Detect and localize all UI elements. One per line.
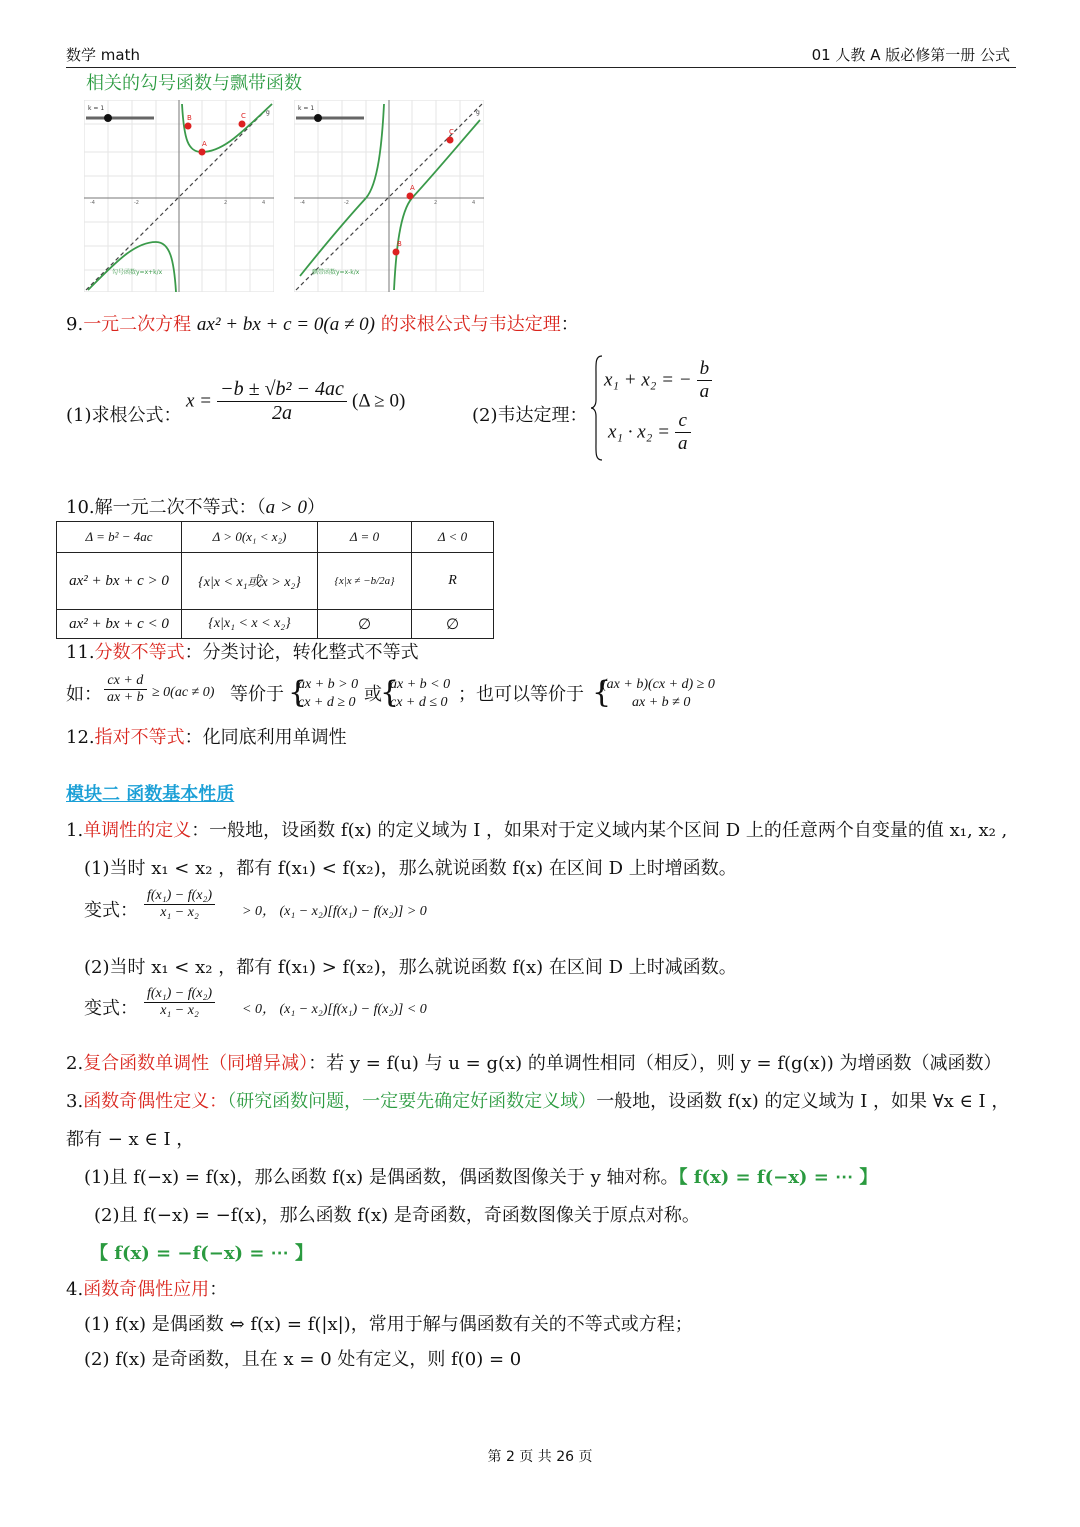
- odd-function-def: (2)且 f(−x) = −f(x)，那么函数 f(x) 是奇函数，奇函数图像关于原点对称。: [94, 1205, 700, 1226]
- table-cell: {x|x₁ < x < x₂}: [182, 610, 318, 639]
- table-cell: ax² + bx + c > 0: [57, 553, 182, 610]
- section-10-heading: 10.解一元二次不等式：（a > 0）: [66, 497, 325, 518]
- quadratic-formula-label: (1)求根公式：: [66, 405, 182, 426]
- ribbon-tick: 4: [472, 200, 476, 206]
- parity-definition: 3.函数奇偶性定义：（研究函数问题，一定要先确定好函数定义域）一般地，设函数 f(x) 的定义域为 I ，如果 ∀x ∈ I ，: [66, 1091, 1010, 1112]
- ribbon-tick: -2: [344, 200, 349, 206]
- section-11-heading: 11.分数不等式：分类讨论，转化整式不等式: [66, 642, 419, 663]
- graphs-title: 相关的勾号函数与飘带函数: [86, 73, 302, 94]
- hook-tick: 2: [224, 200, 228, 206]
- section-9-heading: 9.一元二次方程 ax² + bx + c = 0(a ≠ 0) 的求根公式与韦达定理：: [66, 314, 579, 335]
- table-cell: {x|x ≠ −b/2a}: [318, 553, 412, 610]
- ribbon-line-label: g: [476, 109, 480, 116]
- hook-tick: -2: [134, 200, 139, 206]
- monotonicity-definition: 1.单调性的定义：一般地，设函数 f(x) 的定义域为 I ，如果对于定义域内某个区间 D 上的任意两个自变量的值 x₁, x₂ ,: [66, 820, 1008, 841]
- hook-tick: 4: [262, 200, 266, 206]
- composite-monotonicity: 2.复合函数单调性（同增异减）：若 y = f(u) 与 u = g(x) 的单调性相同（相反），则 y = f(g(x)) 为增函数（减函数）: [66, 1053, 1002, 1074]
- section-12-heading: 12.指对不等式：化同底利用单调性: [66, 727, 347, 748]
- parity-application: 4.函数奇偶性应用：: [66, 1279, 228, 1300]
- hook-line-label: g: [266, 109, 270, 116]
- odd-application: (2) f(x) 是奇函数，且在 x = 0 处有定义，则 f(0) = 0: [84, 1349, 522, 1370]
- table-cell: ∅: [412, 610, 494, 639]
- vieta-label: (2)韦达定理：: [472, 405, 588, 426]
- table-cell: ax² + bx + c < 0: [57, 610, 182, 639]
- table-header-cell: Δ < 0: [412, 522, 494, 553]
- hook-point-b: B: [187, 114, 192, 122]
- ribbon-caption: 飘带函数y=x-k/x: [312, 269, 360, 276]
- header-right: 01 人教 A 版必修第一册 公式: [811, 46, 1010, 64]
- even-function-def: (1)且 f(−x) = f(x)，那么函数 f(x) 是偶函数，偶函数图像关于 y 轴对称。【 f(x) = f(−x) = ⋯ 】: [84, 1167, 878, 1188]
- hook-tick: -4: [90, 200, 95, 206]
- decreasing-function-def: (2)当时 x₁ < x₂ ，都有 f(x₁) > f(x₂)，那么就说函数 f(x) 在区间 D 上时减函数。: [84, 957, 737, 978]
- hook-function-graph: [84, 100, 274, 292]
- table-cell: ∅: [318, 610, 412, 639]
- page-footer: 第 2 页 共 26 页: [487, 1449, 593, 1465]
- hook-point-c: C: [241, 112, 246, 120]
- hook-caption: 勾号函数y=x+k/x: [112, 269, 163, 276]
- parity-definition-line2: 都有 − x ∈ I ，: [66, 1129, 195, 1150]
- ribbon-slider-label: k = 1: [298, 105, 315, 112]
- ribbon-point-a: A: [410, 184, 415, 192]
- odd-function-note: 【 f(x) = −f(−x) = ⋯ 】: [90, 1243, 313, 1264]
- table-cell: R: [412, 553, 494, 610]
- fraction-inequality-example: 如： $\frac{cx + d}{ax + b}$ ≥ 0(ac ≠ 0) 等价于 { ax + b > 0 cx + d ≥ 0 或 { ax + b < 0 cx + d ≤ 0 ；也可以等价于 { (ax + b)(cx + d) ≥ 0 ax + b ≠ 0: [66, 673, 715, 710]
- quadratic-formula: x = $\frac{\text{−b ± √b² − 4ac}}{2a}$ (Δ ≥ 0): [186, 378, 406, 424]
- table-header-cell: Δ = b² − 4ac: [57, 522, 182, 553]
- table-header-cell: Δ > 0(x₁ < x₂): [182, 522, 318, 553]
- header-left: 数学 math: [66, 46, 140, 64]
- hook-slider-label: k = 1: [88, 105, 105, 112]
- module-2-title: 模块二 函数基本性质: [66, 784, 235, 805]
- table-cell: {x|x < x₁或x > x₂}: [182, 553, 318, 610]
- quadratic-inequality-table: [56, 521, 494, 639]
- increasing-variant: 变式： $\frac{\text{f(x₁) − f(x₂)}}{\text{x₁ − x₂}}$ > 0， (x₁ − x₂)[f(x₁) − f(x₂)] > 0: [84, 888, 427, 921]
- table-header-cell: Δ = 0: [318, 522, 412, 553]
- hook-point-a: A: [202, 140, 207, 148]
- decreasing-variant: 变式： $\frac{\text{f(x₁) − f(x₂)}}{\text{x₁ − x₂}}$ < 0， (x₁ − x₂)[f(x₁) − f(x₂)] < 0: [84, 986, 427, 1019]
- header-rule: [66, 67, 1016, 68]
- increasing-function-def: (1)当时 x₁ < x₂ ，都有 f(x₁) < f(x₂)，那么就说函数 f(x) 在区间 D 上时增函数。: [84, 858, 737, 879]
- vieta-formulas: x₁ + x₂ = − $\frac{b}{a}$ x₁ · x₂ = $\frac{c}{a}$: [590, 352, 720, 464]
- ribbon-point-b: B: [397, 240, 402, 248]
- ribbon-function-graph: [294, 100, 484, 292]
- even-application: (1) f(x) 是偶函数 ⇔ f(x) = f(|x|)，常用于解与偶函数有关的不等式或方程；: [84, 1314, 693, 1335]
- ribbon-tick: 2: [434, 200, 438, 206]
- ribbon-tick: -4: [300, 200, 305, 206]
- ribbon-point-c: C: [449, 128, 454, 136]
